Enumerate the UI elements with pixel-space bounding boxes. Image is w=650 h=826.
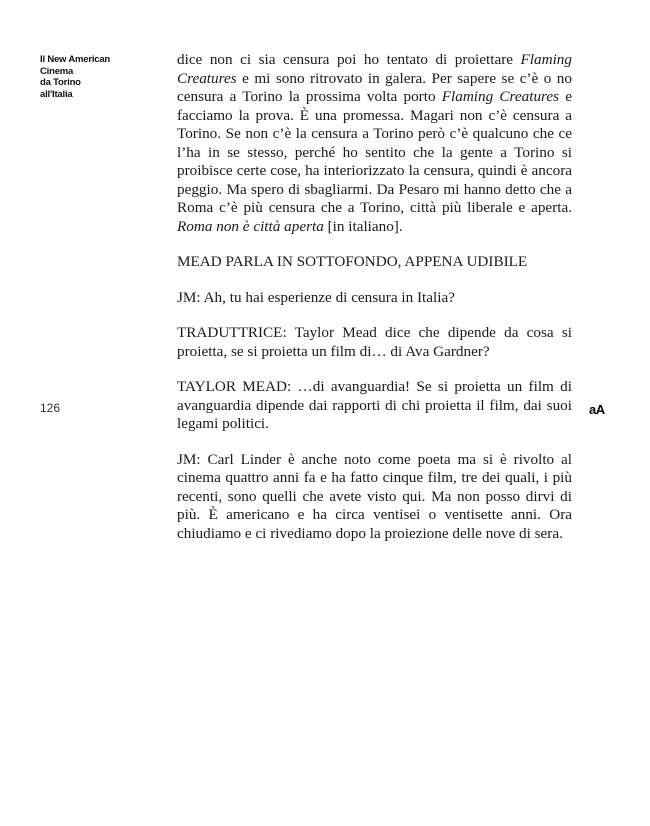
paragraph-text: dice non ci sia censura poi ho tentato di proiettare [177,51,521,68]
paragraph-text: [in italiano]. [323,217,403,235]
italic-title: Flaming Creatures [441,88,560,105]
paragraph [177,324,572,361]
paragraph [177,378,572,434]
paragraph-text: e mi sono ritrovato in galera. Per sapere se c’è o no censura a Torino la prossima volta porto [177,69,572,105]
paragraph [177,51,572,236]
text-size-button[interactable]: aA [589,402,605,417]
paragraph-text: TAYLOR MEAD: …di avanguardia! Se si proietta un film di avanguardia dipende dai rapporti di chi proietta il film, dai suoi legami politici. [177,378,572,432]
paragraph [177,289,572,308]
italic-title: Roma non è città aperta [177,217,324,235]
paragraph [177,451,572,544]
running-head-line: da Torino [40,77,81,88]
paragraph [177,253,572,272]
running-head-line: all'Italia [40,88,73,100]
paragraph-text: MEAD PARLA IN SOTTOFONDO, APPENA UDIBILE [177,253,528,270]
page-number: 126 [40,401,61,415]
paragraph-text: e facciamo la prova. È una promessa. Magari non c’è censura a Torino. Se non c’è la censura a Torino però c’è qualcuno che ce l’ha in se stesso, perché ho sentito che la gente a Torino si proibisce certe cose, ha interiorizzato la censura, quindi è ancora peggio. Ma spero di sbagliarmi. Da Pesaro mi hanno detto che a Roma c’è più censura che a Torino, città più liberale e aperta. [177,88,572,216]
paragraph-text: TRADUTTRICE: Taylor Mead dice che dipende da cosa si proietta, se si proietta un film di… di Ava Gardner? [177,324,572,360]
running-head-line: Cinema [40,65,74,77]
running-head-line: Il New American [40,54,111,65]
body-text [177,51,572,560]
paragraph-text: JM: Ah, tu hai esperienze di censura in Italia? [177,288,455,306]
italic-title: Flaming Creatures [177,51,572,87]
paragraph-text: JM: Carl Linder è anche noto come poeta ma si è rivolto al cinema quattro anni fa e ha fatto cinque film, tre dei quali, i più recenti, sono quelli che avete visto qui. Ma non posso dirvi di più. È americano e ha circa ventisei o ventisette anni. Ora chiudiamo e ci rivediamo dopo la proiezione delle nove di sera. [177,450,572,542]
running-head [40,54,150,100]
